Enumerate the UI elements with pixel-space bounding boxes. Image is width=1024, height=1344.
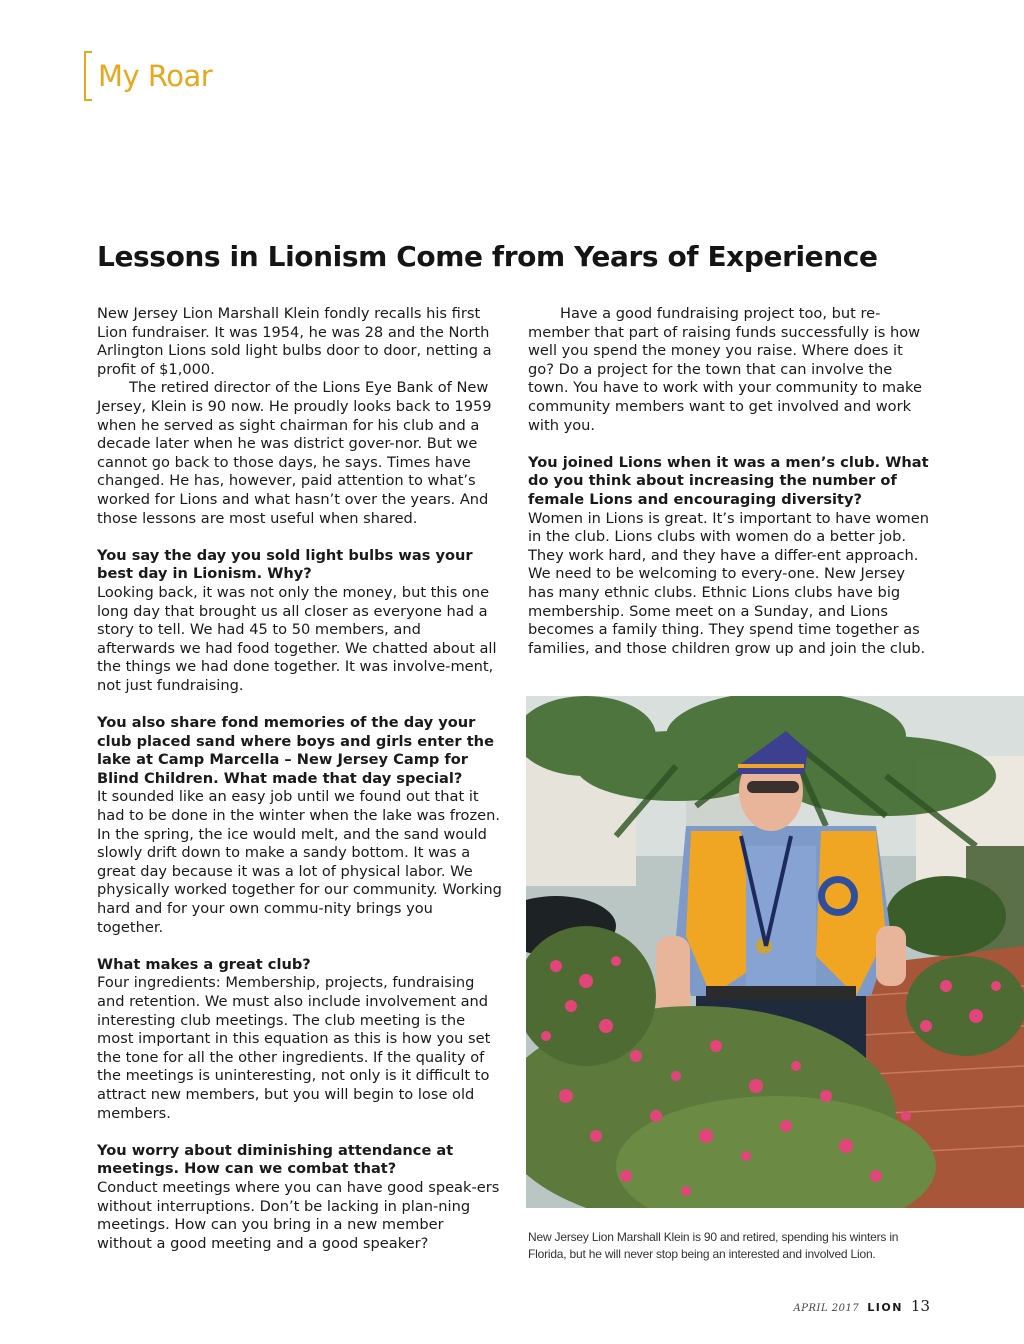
- interview-question: You joined Lions when it was a men’s club. What do you think about increasing the number of female Lions and encouraging diversity?: [528, 453, 929, 508]
- interview-question: You also share fond memories of the day your club placed sand where boys and girls enter the lake at Camp Marcella – New Jersey Camp for Blind Children. What made that day special?: [97, 714, 494, 787]
- article-headline: Lessons in Lionism Come from Years of Experience: [97, 240, 878, 273]
- section-bracket: [84, 51, 92, 101]
- magazine-name: LION: [867, 1301, 903, 1314]
- page-footer: [780, 1297, 930, 1315]
- continued-paragraph: Have a good fundraising project too, but re-member that part of raising funds successfully is how well you spend the money you raise. Where does it go? Do a project for the town that can involve the town. You have to work with your community to make community members want to get involved and work with you.: [528, 305, 922, 434]
- interview-answer: Conduct meetings where you can have good speak-ers without interruptions. Don’t be lacking in plan-ning meetings. How can you bring in a new member without a good meeting and a good speaker?: [97, 1178, 500, 1252]
- interview-question: You worry about diminishing attendance at meetings. How can we combat that?: [97, 1141, 454, 1178]
- intro-paragraph: The retired director of the Lions Eye Bank of New Jersey, Klein is 90 now. He proudly looks back to 1959 when he served as sight chairman for his club and a decade later when he was district gover-nor. But we cannot go back to those days, he says. Times have changed. He has, however, paid attention to what’s worked for Lions and what hasn’t over the years. And those lessons are most useful when shared.: [97, 379, 492, 527]
- article-photo: [526, 696, 1024, 1208]
- interview-answer: Looking back, it was not only the money, but this one long day that brought us all closer as everyone had a story to tell. We had 45 to 50 members, and afterwards we had food together. We chatted about all the things we had done together. It was involve-ment, not just fundraising.: [97, 583, 497, 694]
- photo-caption: New Jersey Lion Marshall Klein is 90 and retired, spending his winters in Florida, but he will never stop being an interested and involved Lion.: [528, 1230, 899, 1261]
- section-title: My Roar: [98, 59, 213, 93]
- interview-answer: Women in Lions is great. It’s important to have women in the club. Lions clubs with women do a better job. They work hard, and they have a differ-ent approach. We need to be welcoming to every-one. New Jersey has many ethnic clubs. Ethnic Lions clubs have big membership. Some meet on a Sunday, and Lions becomes a family thing. They spend time together as families, and those children grow up and join the club.: [528, 509, 929, 657]
- right-column: [528, 305, 930, 658]
- intro-paragraph: New Jersey Lion Marshall Klein fondly recalls his first Lion fundraiser. It was 1954, he was 28 and the North Arlington Lions sold light bulbs door to door, netting a profit of $1,000.: [97, 305, 492, 378]
- interview-question: You say the day you sold light bulbs was your best day in Lionism. Why?: [97, 546, 473, 583]
- interview-answer: Four ingredients: Membership, projects, fundraising and retention. We must also include involvement and interesting club meetings. The club meeting is the most important in this equation as this is how you set the tone for all the other ingredients. If the quality of the meetings is uninteresting, not only is it difficult to attract new members, but you will begin to lose old members.: [97, 974, 491, 1122]
- section-header: [84, 50, 212, 102]
- left-column: [97, 305, 502, 1253]
- page-number: 13: [910, 1297, 930, 1315]
- interview-answer: It sounded like an easy job until we found out that it had to be done in the winter when the lake was frozen. In the spring, the ice would melt, and the sand would slowly drift down to make a sandy bottom. It was a great day because it was a lot of physical labor. We physically worked together for our community. Working hard and for your own commu-nity brings you together.: [97, 788, 502, 936]
- issue-date: APRIL 2017: [793, 1303, 860, 1314]
- interview-question: What makes a great club?: [97, 955, 311, 973]
